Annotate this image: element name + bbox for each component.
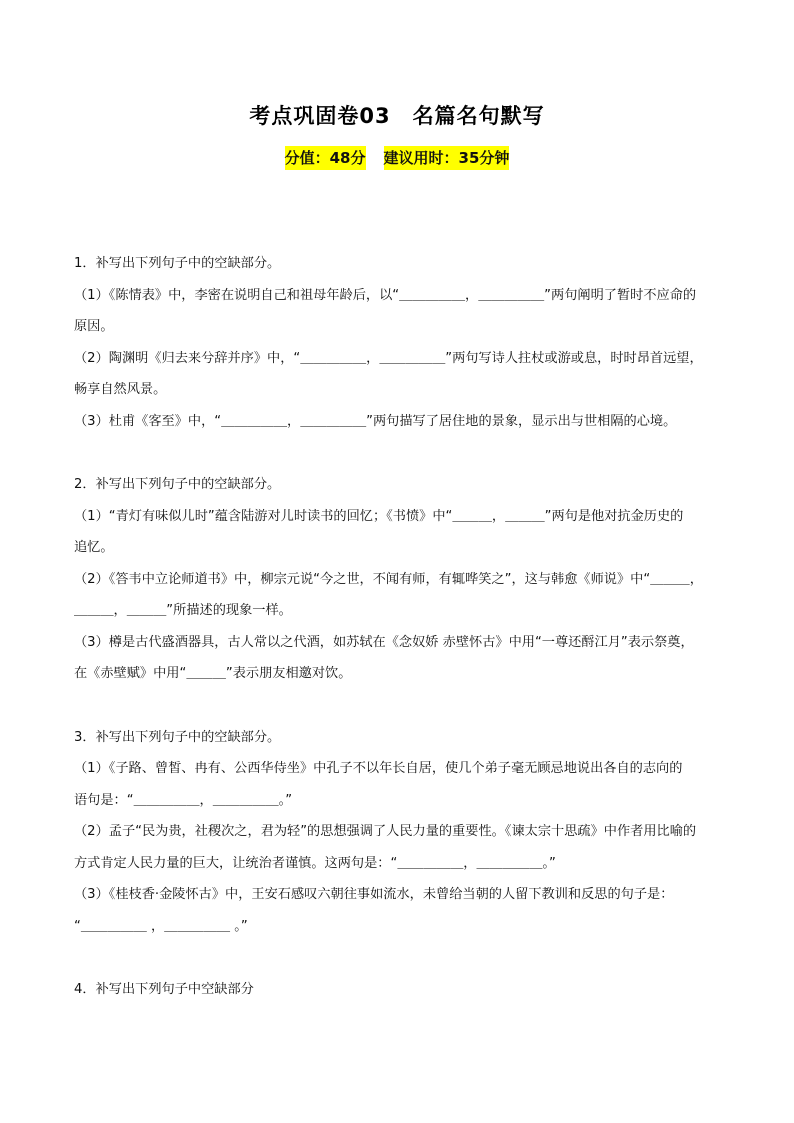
question-text-line: “＿＿＿＿＿ ，＿＿＿＿＿ 。” — [74, 918, 248, 934]
question-text-line: ＿＿＿，＿＿＿”所描述的现象一样。 — [74, 603, 292, 618]
question-3 — [74, 722, 724, 943]
question-text-line: 语句是：“＿＿＿＿＿，＿＿＿＿＿。” — [74, 792, 293, 808]
question-heading: 1．补写出下列句子中的空缺部分。 — [74, 256, 281, 271]
question-text-line: 在《赤壁赋》中用“＿＿＿”表示朋友相邀对饮。 — [74, 666, 352, 681]
question-text-line: （1）“青灯有味似儿时”蕴含陆游对儿时读书的回忆；《书愤》中“＿＿＿，＿＿＿”两句是他对抗金历史的 — [74, 508, 684, 524]
question-text-line: （3）樽是古代盛酒器具，古人常以之代酒，如苏轼在《念奴娇 赤壁怀古》中用“一尊还酹江月”表示祭奠， — [74, 634, 694, 650]
question-text-line: 原因。 — [74, 319, 114, 334]
question-text-line: （2）陶渊明《归去来兮辞并序》中，“＿＿＿＿＿，＿＿＿＿＿”两句写诗人拄杖或游或息，时时昂首远望， — [74, 350, 703, 366]
score-time-line — [0, 146, 794, 170]
time-value: 35 — [459, 146, 480, 170]
question-text-line: （2）《答韦中立论师道书》中，柳宗元说“今之世，不闻有师，有辄哗笑之”，这与韩愈《师说》中“＿＿＿， — [74, 571, 703, 587]
question-1 — [74, 248, 724, 437]
question-text-line: （1）《子路、曾皙、冉有、公西华侍坐》中孔子不以年长自居，使几个弟子毫无顾忌地说出各自的志向的 — [74, 761, 683, 776]
questions-body — [74, 248, 724, 1038]
question-text-line: （1）《陈情表》中，李密在说明自己和祖母年龄后，以“＿＿＿＿＿，＿＿＿＿＿”两句阐明了暂时不应命的 — [74, 287, 697, 303]
question-text-line: （3）杜甫《客至》中，“＿＿＿＿＿，＿＿＿＿＿”两句描写了居住地的景象，显示出与世相隔的心境。 — [74, 413, 677, 429]
score-unit: 分 — [350, 146, 365, 170]
question-heading: 4．补写出下列句子中空缺部分 — [74, 982, 254, 997]
question-heading: 3．补写出下列句子中的空缺部分。 — [74, 729, 281, 745]
question-text-line: （2）孟子“民为贵，社稷次之，君为轻”的思想强调了人民力量的重要性。《谏太宗十思疏》中作者用比喻的 — [74, 824, 697, 839]
question-text-line: 畅享自然风景。 — [74, 382, 167, 397]
time-label: 建议用时： — [384, 146, 459, 170]
question-text-line: 方式肯定人民力量的巨大，让统治者谨慎。这两句是：“＿＿＿＿＿，＿＿＿＿＿。” — [74, 855, 556, 871]
question-text-line: （3）《桂枝香·金陵怀古》中，王安石感叹六朝往事如流水，未曾给当朝的人留下教训和反思的句子是： — [74, 887, 674, 902]
question-heading: 2．补写出下列句子中的空缺部分。 — [74, 477, 281, 492]
question-text-line: 追忆。 — [74, 540, 114, 555]
time-unit: 分钟 — [479, 146, 509, 170]
score-label: 分值： — [285, 146, 330, 170]
question-4 — [74, 974, 724, 1006]
page-title: 考点巩固卷03 名篇名句默写 — [249, 104, 545, 128]
question-2 — [74, 469, 724, 690]
score-value: 48 — [330, 146, 351, 170]
